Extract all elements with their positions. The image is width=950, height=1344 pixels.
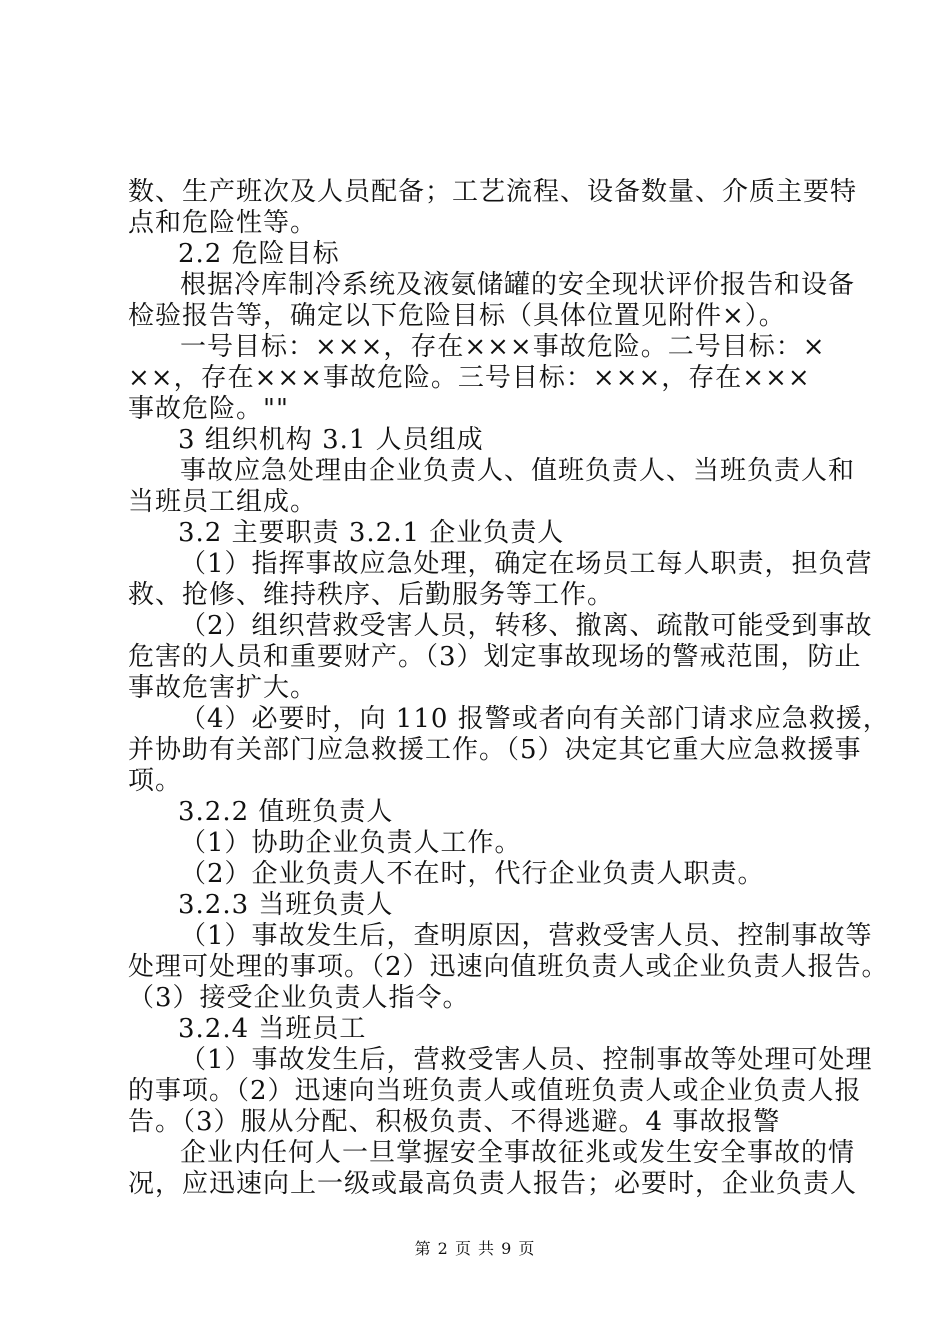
text-line: 处理可处理的事项。（2）迅速向值班负责人或企业负责人报告。 — [128, 952, 889, 982]
text-line: 事故危险。"" — [128, 394, 289, 424]
text-line: ××，存在×××事故危险。三号目标：×××，存在××× — [128, 363, 811, 393]
text-line: （1）事故发生后，查明原因，营救受害人员、控制事故等 — [180, 921, 873, 951]
text-line: 危害的人员和重要财产。（3）划定事故现场的警戒范围，防止 — [128, 642, 862, 672]
text-line: （2）企业负责人不在时，代行企业负责人职责。 — [180, 859, 765, 889]
text-line: 救、抢修、维持秩序、后勤服务等工作。 — [128, 580, 615, 610]
text-line: 当班员工组成。 — [128, 487, 318, 517]
text-line: 况，应迅速向上一级或最高负责人报告；必要时，企业负责人 — [128, 1169, 858, 1199]
text-line: 根据冷库制冷系统及液氨储罐的安全现状评价报告和设备 — [180, 270, 856, 300]
text-line: 告。（3）服从分配、积极负责、不得逃避。4 事故报警 — [128, 1107, 781, 1137]
text-line: 事故应急处理由企业负责人、值班负责人、当班负责人和 — [180, 456, 856, 486]
text-line: 点和危险性等。 — [128, 208, 318, 238]
text-line: （1）指挥事故应急处理，确定在场员工每人职责，担负营 — [180, 549, 873, 579]
text-line: 一号目标：×××，存在×××事故危险。二号目标：× — [180, 332, 826, 362]
text-line: 事故危害扩大。 — [128, 673, 318, 703]
text-line: （2）组织营救受害人员，转移、撤离、疏散可能受到事故 — [180, 611, 873, 641]
section-heading: 3 组织机构 3.1 人员组成 — [178, 425, 484, 455]
text-line: （1）事故发生后，营救受害人员、控制事故等处理可处理 — [180, 1045, 873, 1075]
section-heading: 3.2.4 当班员工 — [178, 1014, 367, 1044]
text-line: （3）接受企业负责人指令。 — [128, 983, 470, 1013]
text-line: （4）必要时，向 110 报警或者向有关部门请求应急救援， — [180, 704, 890, 734]
section-heading: 3.2.3 当班负责人 — [178, 890, 394, 920]
section-heading: 2.2 危险目标 — [178, 239, 340, 269]
text-line: 的事项。（2）迅速向当班负责人或值班负责人或企业负责人报 — [128, 1076, 862, 1106]
text-line: 检验报告等，确定以下危险目标（具体位置见附件×）。 — [128, 301, 786, 331]
page-footer: 第 2 页 共 9 页 — [414, 1239, 536, 1258]
text-line: 并协助有关部门应急救援工作。（5）决定其它重大应急救援事 — [128, 735, 862, 765]
text-line: （1）协助企业负责人工作。 — [180, 828, 522, 858]
text-line: 企业内任何人一旦掌握安全事故征兆或发生安全事故的情 — [180, 1138, 856, 1168]
section-heading: 3.2 主要职责 3.2.1 企业负责人 — [178, 518, 565, 548]
text-line: 项。 — [128, 766, 183, 796]
section-heading: 3.2.2 值班负责人 — [178, 797, 394, 827]
text-line: 数、生产班次及人员配备；工艺流程、设备数量、介质主要特 — [128, 177, 858, 207]
